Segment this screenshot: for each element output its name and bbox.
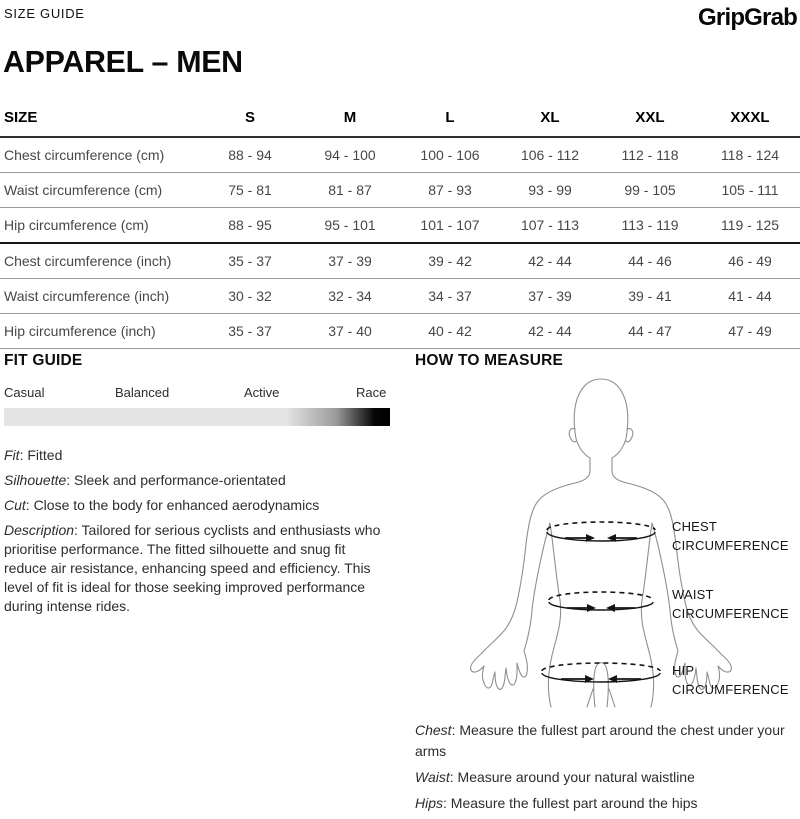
size-value-cell: 119 - 125 xyxy=(720,217,780,233)
size-value-cell: 35 - 37 xyxy=(228,253,272,269)
size-value-cell: 39 - 41 xyxy=(628,288,672,304)
figure-label-chest xyxy=(672,517,789,555)
table-row xyxy=(0,208,800,244)
size-value-cell: 100 - 106 xyxy=(420,147,480,163)
measure-instruction: Waist: Measure around your natural waistline xyxy=(415,769,695,785)
left-body-outline xyxy=(471,458,590,707)
size-value-cell: 37 - 40 xyxy=(328,323,372,339)
fit-detail-label: Cut xyxy=(4,497,26,513)
fit-scale-label-race: Race xyxy=(356,385,387,400)
row-label: Chest circumference (inch) xyxy=(4,253,172,269)
fit-scale-label-balanced: Balanced xyxy=(115,385,170,400)
fit-scale-label-casual: Casual xyxy=(4,385,45,400)
size-value-cell: 99 - 105 xyxy=(624,182,676,198)
fit-detail: Silhouette: Sleek and performance-orientated xyxy=(4,472,286,488)
waist-measure-line xyxy=(549,592,653,612)
fit-detail-label: Description xyxy=(4,522,75,538)
figure-label-line1: HIP xyxy=(672,663,695,678)
figure-label-line2: CIRCUMFERENCE xyxy=(672,606,789,621)
size-col-header: XXXL xyxy=(730,109,770,126)
size-value-cell: 118 - 124 xyxy=(720,147,780,163)
table-row xyxy=(0,173,800,208)
fit-guide-title: FIT GUIDE xyxy=(4,352,83,369)
size-table xyxy=(0,99,800,349)
fit-scale-label-active: Active xyxy=(244,385,280,400)
size-col-header: M xyxy=(343,109,357,126)
page-title: APPAREL – MEN xyxy=(3,44,243,79)
size-value-cell: 32 - 34 xyxy=(328,288,372,304)
head-outline xyxy=(574,379,628,458)
fit-detail-label: Fit xyxy=(4,447,20,463)
table-row xyxy=(0,138,800,173)
row-label: Hip circumference (inch) xyxy=(4,323,156,339)
table-row xyxy=(0,244,800,279)
size-value-cell: 107 - 113 xyxy=(520,217,580,233)
size-col-header: XL xyxy=(540,109,560,126)
fit-details xyxy=(4,446,390,622)
fit-detail: Fit: Fitted xyxy=(4,447,63,463)
row-label: Hip circumference (cm) xyxy=(4,217,149,233)
size-value-cell: 39 - 42 xyxy=(428,253,472,269)
figure-label-hip xyxy=(672,661,789,699)
measure-instruction-label: Hips xyxy=(415,795,444,811)
size-value-cell: 37 - 39 xyxy=(528,288,572,304)
size-value-cell: 41 - 44 xyxy=(728,288,772,304)
size-value-cell: 47 - 49 xyxy=(728,323,772,339)
fit-detail: Cut: Close to the body for enhanced aerodynamics xyxy=(4,497,320,513)
figure-label-line1: CHEST xyxy=(672,519,718,534)
figure-label-line1: WAIST xyxy=(672,587,714,602)
crotch-outline xyxy=(587,663,615,707)
size-col-header: XXL xyxy=(635,109,665,126)
size-col-header: L xyxy=(445,109,455,126)
size-value-cell: 34 - 37 xyxy=(428,288,472,304)
measure-instruction: Hips: Measure the fullest part around the hips xyxy=(415,795,698,811)
fit-guide-section xyxy=(4,352,390,614)
size-value-cell: 88 - 94 xyxy=(228,147,272,163)
how-to-measure-title: HOW TO MEASURE xyxy=(415,352,564,369)
size-value-cell: 105 - 111 xyxy=(721,182,779,198)
size-table-header-row xyxy=(0,99,800,138)
size-guide-label: SIZE GUIDE xyxy=(4,6,85,21)
figure-label-line2: CIRCUMFERENCE xyxy=(672,538,789,553)
size-value-cell: 44 - 46 xyxy=(628,253,672,269)
size-value-cell: 93 - 99 xyxy=(528,182,572,198)
fit-detail-label: Silhouette xyxy=(4,472,67,488)
size-value-cell: 81 - 87 xyxy=(328,182,372,198)
fit-scale-labels xyxy=(4,385,390,401)
measure-instruction: Chest: Measure the fullest part around the chest under your arms xyxy=(415,722,785,759)
figure-label-line2: CIRCUMFERENCE xyxy=(672,682,789,697)
size-value-cell: 42 - 44 xyxy=(528,323,572,339)
brand-logo: GripGrab xyxy=(698,4,797,31)
measure-instructions xyxy=(415,720,793,819)
row-label: Waist circumference (cm) xyxy=(4,182,163,198)
size-col-header: SIZE xyxy=(4,109,38,126)
hip-measure-line xyxy=(542,663,660,683)
row-label: Chest circumference (cm) xyxy=(4,147,165,163)
size-value-cell: 94 - 100 xyxy=(324,147,376,163)
size-value-cell: 46 - 49 xyxy=(728,253,772,269)
size-value-cell: 42 - 44 xyxy=(528,253,572,269)
ears-outline xyxy=(569,429,633,442)
fit-detail: Description: Tailored for serious cyclists and enthusiasts who prioritise performance. The fitted silhouette and snug fit reduce air resistance, enhancing speed and efficiency. This level of fit is ideal for those seeking improved performance during intense rides. xyxy=(4,522,381,614)
fit-gradient-bar xyxy=(4,408,390,426)
row-label: Waist circumference (inch) xyxy=(4,288,170,304)
size-value-cell: 40 - 42 xyxy=(428,323,472,339)
size-value-cell: 35 - 37 xyxy=(228,323,272,339)
measure-instruction-label: Waist xyxy=(415,769,450,785)
chest-measure-line xyxy=(547,522,655,542)
size-value-cell: 101 - 107 xyxy=(420,217,480,233)
size-value-cell: 37 - 39 xyxy=(328,253,372,269)
size-value-cell: 113 - 119 xyxy=(621,217,679,233)
table-row xyxy=(0,314,800,349)
figure-label-waist xyxy=(672,585,789,623)
size-value-cell: 106 - 112 xyxy=(520,147,580,163)
size-value-cell: 44 - 47 xyxy=(628,323,672,339)
size-value-cell: 112 - 118 xyxy=(621,147,679,163)
size-value-cell: 88 - 95 xyxy=(228,217,272,233)
size-value-cell: 30 - 32 xyxy=(228,288,272,304)
size-col-header: S xyxy=(244,109,255,126)
table-row xyxy=(0,279,800,314)
size-value-cell: 75 - 81 xyxy=(228,182,272,198)
measure-instruction-label: Chest xyxy=(415,722,452,738)
size-value-cell: 95 - 101 xyxy=(324,217,376,233)
size-value-cell: 87 - 93 xyxy=(428,182,472,198)
